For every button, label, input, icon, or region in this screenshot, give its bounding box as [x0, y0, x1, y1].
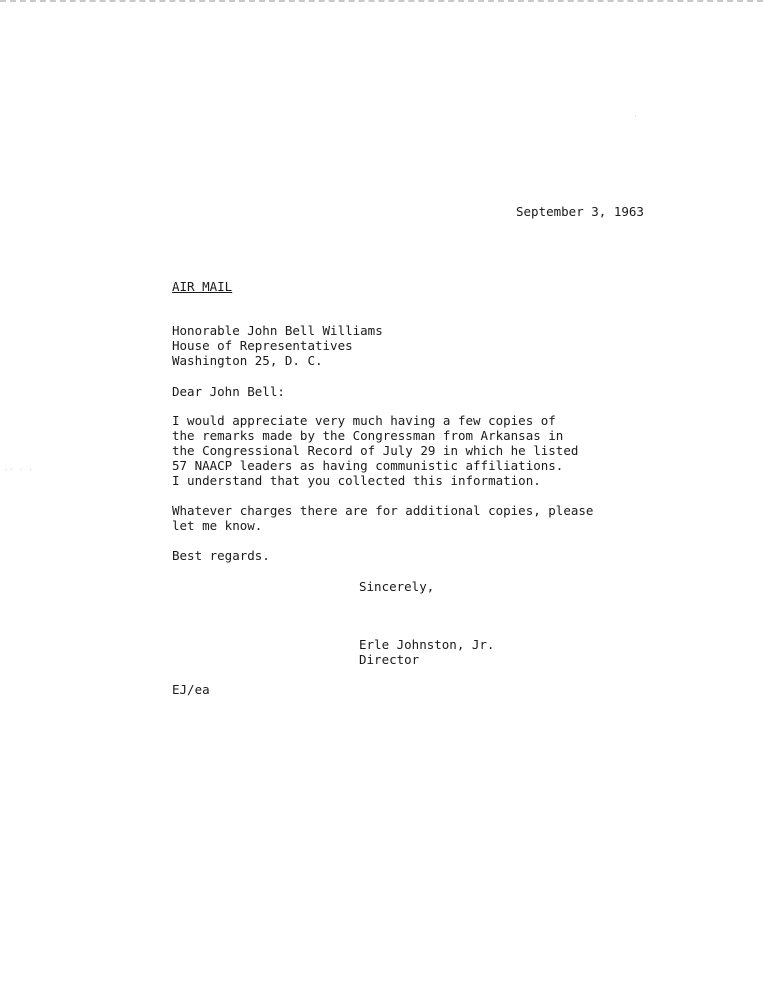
recipient-address — [172, 323, 383, 368]
reference-initials: EJ/ea — [172, 682, 210, 697]
page-top-border — [0, 0, 763, 2]
signer-title: Director — [359, 652, 420, 667]
body-paragraph-1 — [172, 413, 578, 488]
paragraph-line: let me know. — [172, 518, 263, 533]
complimentary-close — [359, 579, 434, 594]
paragraph-line: 57 NAACP leaders as having communistic affiliations. — [172, 458, 564, 473]
scan-speck: ·· · · — [4, 465, 33, 474]
paragraph-line: I would appreciate very much having a few copies of — [172, 413, 556, 428]
salutation-text: Dear John Bell: — [172, 384, 285, 399]
signature-block — [359, 637, 494, 667]
signer-name: Erle Johnston, Jr. — [359, 637, 495, 652]
paragraph-line: Whatever charges there are for additional copies, please — [172, 503, 594, 518]
letter-date: September 3, 1963 — [516, 204, 644, 219]
paragraph-line: the remarks made by the Congressman from Arkansas in — [172, 428, 564, 443]
address-line: House of Representatives — [172, 338, 353, 353]
body-paragraph-2 — [172, 503, 593, 533]
paragraph-line: the Congressional Record of July 29 in which he listed — [172, 443, 579, 458]
delivery-method: AIR MAIL — [172, 279, 233, 294]
scan-speck: · — [633, 112, 638, 121]
salutation — [172, 384, 285, 399]
closing-regards — [172, 548, 270, 563]
address-line: Honorable John Bell Williams — [172, 323, 383, 338]
closing-regards-text: Best regards. — [172, 548, 270, 563]
complimentary-close-text: Sincerely, — [359, 579, 435, 594]
paragraph-line: I understand that you collected this information. — [172, 473, 541, 488]
address-line: Washington 25, D. C. — [172, 353, 323, 368]
